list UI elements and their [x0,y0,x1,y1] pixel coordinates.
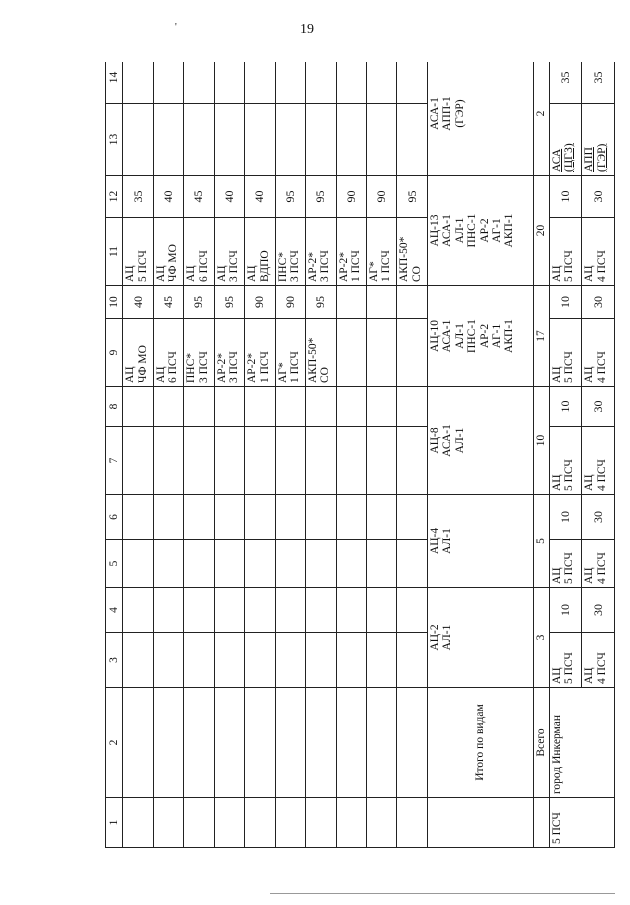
time-cell: 40 [245,176,275,218]
cell-line: АЦ [154,366,167,383]
cell-line: АЦ [583,567,596,584]
time-cell: 30 [582,588,615,633]
grand-total-cell: 10 [533,387,549,495]
empty-cell [245,495,275,540]
unit-cell [582,104,615,176]
cell-line: 5 ПСЧ [563,250,576,282]
cell-line: АЦ [215,265,228,282]
cell-line: 4 ПСЧ [595,652,608,684]
resource-table [105,62,615,848]
grand-total-cell: 17 [533,286,549,387]
empty-cell [153,427,183,495]
totals-cell [427,588,533,688]
cell-line: АГ-1 [490,323,503,349]
cell-line: АКП-1 [503,213,516,248]
cell-line: АЦ [246,265,259,282]
cell-line: АР-2* [337,251,350,282]
empty-cell [214,427,244,495]
cell-line: АСА [550,148,563,172]
column-number: 2 [106,688,123,798]
page-number: 19 [300,22,314,37]
empty-cell [306,633,336,688]
cell-line: АЛ-1 [441,624,454,651]
cell-line: 5 ПСЧ [563,552,576,584]
cell-line: АПП-1 [441,96,454,131]
cell-line: АСА-1 [441,319,454,353]
totals-cell [427,62,533,176]
unit-cell [184,319,214,387]
empty-cell [153,633,183,688]
empty-cell [245,798,275,848]
empty-cell [336,495,366,540]
time-cell: 40 [153,176,183,218]
cell-line: АКП-50* [398,236,411,282]
empty-cell [123,104,153,176]
empty-cell [367,588,397,633]
time-cell: 90 [245,286,275,319]
unit-cell [549,104,582,176]
empty-cell [214,798,244,848]
empty-cell [245,633,275,688]
table-row [367,62,397,848]
table-row [306,62,336,848]
time-cell: 95 [306,286,336,319]
cell-line: АР-2* [215,352,228,383]
rotated-table [105,62,615,848]
empty-cell [367,688,397,798]
empty-cell [275,104,305,176]
empty-cell [123,495,153,540]
empty-cell [184,62,214,104]
grand-total-cell: 5 [533,495,549,588]
table-row [336,62,366,848]
empty-cell [533,798,549,848]
empty-cell [123,540,153,588]
empty-cell [275,495,305,540]
empty-cell [184,633,214,688]
cell-line: 1 ПСЧ [258,351,271,383]
cell-line: АЦ [185,265,198,282]
empty-cell [184,540,214,588]
empty-cell [397,540,427,588]
scan-mark: ' [175,22,177,33]
unit-cell [549,218,582,286]
time-cell: 40 [214,176,244,218]
time-cell: 90 [336,176,366,218]
empty-cell [214,387,244,427]
cell-line: АГ* [368,261,381,282]
empty-cell [245,540,275,588]
empty-cell [275,62,305,104]
totals-cell [427,176,533,286]
cell-line: АР-2 [478,323,491,349]
column-number: 1 [106,798,123,848]
time-cell: 30 [582,387,615,427]
time-cell: 35 [582,62,615,104]
empty-cell [275,540,305,588]
cell-line: АЦ [550,567,563,584]
cell-line: АР-2 [478,218,491,243]
empty-cell [306,104,336,176]
empty-cell [245,427,275,495]
column-number: 5 [106,540,123,588]
empty-cell [123,62,153,104]
empty-cell [184,427,214,495]
cell-line: АСА-1 [441,424,454,457]
unit-cell [184,218,214,286]
grand-total-cell: 3 [533,588,549,688]
empty-cell [275,798,305,848]
empty-cell [123,798,153,848]
empty-cell [123,588,153,633]
cell-line: 6 ПСЧ [197,250,210,282]
totals-label: Итого по видам [427,688,533,798]
empty-cell [367,62,397,104]
unit-row [549,62,582,848]
empty-cell [275,387,305,427]
time-cell: 95 [306,176,336,218]
unit-cell [153,218,183,286]
empty-cell [306,62,336,104]
unit-cell [123,319,153,387]
empty-cell [336,688,366,798]
empty-cell [153,62,183,104]
cell-line: АЦ [583,667,596,684]
empty-cell [367,633,397,688]
cell-line: 3 ПСЧ [228,351,241,383]
cell-line: 4 ПСЧ [595,250,608,282]
time-cell: 35 [549,62,582,104]
unit-cell [123,218,153,286]
cell-line: АЦ [583,265,596,282]
unit-cell [306,218,336,286]
time-cell: 95 [184,286,214,319]
cell-line: АЦ-2 [428,624,441,651]
table-row [397,62,427,848]
table-row [153,62,183,848]
column-number: 12 [106,176,123,218]
table-container [105,62,615,848]
cell-line: 5 ПСЧ [136,250,149,282]
time-cell: 10 [549,176,582,218]
unit-cell [153,319,183,387]
empty-cell [336,427,366,495]
cell-line: ПНС* [276,251,289,282]
time-cell: 95 [214,286,244,319]
cell-line: ПНС* [185,352,198,383]
empty-cell [275,688,305,798]
cell-line: СО [319,367,332,383]
empty-cell [306,495,336,540]
column-number: 11 [106,218,123,286]
time-cell [367,286,397,319]
time-cell: 30 [582,495,615,540]
empty-cell [336,387,366,427]
empty-cell [336,588,366,633]
unit-cell [549,540,582,588]
footer-rule [270,893,615,894]
empty-cell [336,798,366,848]
empty-cell [245,588,275,633]
grand-total-row [533,62,549,848]
empty-cell [306,798,336,848]
empty-cell [367,798,397,848]
unit-cell [367,218,397,286]
cell-line: АЦ [124,265,137,282]
table-row [245,62,275,848]
empty-cell [336,104,366,176]
cell-line: АЦ [550,667,563,684]
time-cell: 10 [549,588,582,633]
time-cell: 45 [184,176,214,218]
cell-line: АСА-1 [441,214,454,247]
empty-cell [214,633,244,688]
table-row [275,62,305,848]
cell-line: АЛ-1 [453,323,466,349]
cell-line: АЦ-8 [428,427,441,454]
location-cell: город Инкерман [549,688,614,798]
empty-cell [245,104,275,176]
unit-cell [582,218,615,286]
cell-line: ВДПО [258,250,271,282]
column-number: 13 [106,104,123,176]
table-row [123,62,153,848]
cell-line: 5 ПСЧ [563,459,576,491]
empty-cell [397,633,427,688]
empty-cell [184,495,214,540]
empty-cell [153,495,183,540]
empty-cell [153,104,183,176]
time-cell: 10 [549,286,582,319]
empty-cell [123,688,153,798]
time-cell: 30 [582,176,615,218]
cell-line: 1 ПСЧ [289,351,302,383]
cell-line: АГ* [276,362,289,383]
unit-cell [245,319,275,387]
cell-line: АР-2* [246,352,259,383]
empty-cell [214,688,244,798]
cell-line: АЦ [583,366,596,383]
cell-line: ПНС-1 [466,319,479,353]
unit-name-cell: 5 ПСЧ [549,798,614,848]
cell-line: АЦ-4 [428,527,441,555]
cell-line: 3 ПСЧ [228,250,241,282]
time-cell: 45 [153,286,183,319]
cell-line: АЛ-1 [453,427,466,454]
empty-cell [184,387,214,427]
grand-total-label: Всего [533,688,549,798]
column-number: 7 [106,427,123,495]
cell-line: (ГЭР) [595,143,608,172]
column-number: 3 [106,633,123,688]
cell-line: АЦ-13 [428,214,441,247]
column-number: 9 [106,319,123,387]
grand-total-cell: 20 [533,176,549,286]
time-cell: 95 [397,176,427,218]
time-cell: 30 [582,286,615,319]
unit-cell [549,319,582,387]
unit-cell [214,319,244,387]
cell-line: 1 ПСЧ [380,250,393,282]
empty-cell [397,427,427,495]
cell-line: ЧФ МО [167,244,180,282]
cell-line: АЦ-10 [428,320,441,352]
empty-cell [153,387,183,427]
cell-line: 4 ПСЧ [595,552,608,584]
table-row [214,62,244,848]
column-number: 6 [106,495,123,540]
empty-cell [397,495,427,540]
empty-cell [427,798,533,848]
empty-cell [184,688,214,798]
cell-line: АКП-50* [307,337,320,383]
empty-cell [214,540,244,588]
cell-line: (ГЭР) [453,99,466,128]
totals-row [427,62,533,848]
time-cell [397,286,427,319]
empty-cell [397,588,427,633]
time-cell [336,286,366,319]
unit-cell [245,218,275,286]
empty-cell [367,540,397,588]
cell-line: АЦ [550,474,563,491]
column-number: 10 [106,286,123,319]
unit-cell [582,540,615,588]
cell-line: ЧФ МО [136,345,149,383]
empty-cell [184,104,214,176]
cell-line: АЦ [154,265,167,282]
empty-cell [153,688,183,798]
cell-line: ПНС-1 [466,213,479,248]
empty-cell [306,588,336,633]
empty-cell [214,104,244,176]
cell-line: 4 ПСЧ [595,351,608,383]
cell-line: АЦ [550,265,563,282]
empty-cell [153,798,183,848]
column-number: 4 [106,588,123,633]
cell-line: АЦ [550,366,563,383]
empty-cell [397,62,427,104]
cell-line: 5 ПСЧ [563,652,576,684]
empty-cell [123,427,153,495]
unit-cell [582,427,615,495]
empty-cell [336,633,366,688]
empty-cell [184,798,214,848]
empty-cell [214,495,244,540]
cell-line: 4 ПСЧ [595,459,608,491]
unit-cell [336,319,366,387]
cell-line: 1 ПСЧ [349,250,362,282]
empty-cell [245,62,275,104]
unit-cell [582,633,615,688]
empty-cell [367,387,397,427]
cell-line: АЦ [124,366,137,383]
empty-cell [123,387,153,427]
unit-cell [214,218,244,286]
empty-cell [214,588,244,633]
unit-cell [275,319,305,387]
empty-cell [275,588,305,633]
grand-total-cell: 2 [533,62,549,176]
cell-line: АЦ [583,474,596,491]
time-cell: 40 [123,286,153,319]
empty-cell [184,588,214,633]
empty-cell [123,633,153,688]
empty-cell [336,62,366,104]
time-cell: 10 [549,495,582,540]
unit-cell [397,218,427,286]
empty-cell [367,427,397,495]
cell-line: АГ-1 [490,218,503,243]
empty-cell [153,540,183,588]
cell-line: 3 ПСЧ [319,250,332,282]
empty-cell [275,633,305,688]
cell-line: 3 ПСЧ [289,250,302,282]
totals-cell [427,286,533,387]
column-number: 14 [106,62,123,104]
empty-cell [306,688,336,798]
empty-cell [367,104,397,176]
empty-cell [214,62,244,104]
empty-cell [245,387,275,427]
empty-cell [397,387,427,427]
empty-cell [367,495,397,540]
table-body [106,62,615,848]
empty-cell [245,688,275,798]
time-cell: 10 [549,387,582,427]
table-row [184,62,214,848]
header-row [106,62,123,848]
cell-line: АПП [583,147,596,172]
unit-cell [582,319,615,387]
time-cell: 35 [123,176,153,218]
cell-line: АЛ-1 [441,528,454,554]
empty-cell [306,540,336,588]
empty-cell [397,688,427,798]
cell-line: 6 ПСЧ [167,351,180,383]
cell-line: АСА-1 [428,97,441,130]
cell-line: (ЦГЗ) [563,143,576,172]
column-number: 8 [106,387,123,427]
totals-cell [427,495,533,588]
unit-cell [275,218,305,286]
time-cell: 90 [367,176,397,218]
time-cell: 90 [275,286,305,319]
cell-line: 5 ПСЧ [563,351,576,383]
empty-cell [306,427,336,495]
cell-line: 3 ПСЧ [197,351,210,383]
unit-cell [397,319,427,387]
unit-cell [549,633,582,688]
unit-cell [336,218,366,286]
unit-cell [306,319,336,387]
cell-line: АКП-1 [503,319,516,353]
empty-cell [397,798,427,848]
empty-cell [275,427,305,495]
time-cell: 95 [275,176,305,218]
cell-line: АР-2* [307,251,320,282]
totals-cell [427,387,533,495]
unit-cell [367,319,397,387]
cell-line: СО [410,266,423,282]
cell-line: АЛ-1 [453,217,466,244]
unit-cell [549,427,582,495]
empty-cell [336,540,366,588]
empty-cell [397,104,427,176]
empty-cell [306,387,336,427]
empty-cell [153,588,183,633]
